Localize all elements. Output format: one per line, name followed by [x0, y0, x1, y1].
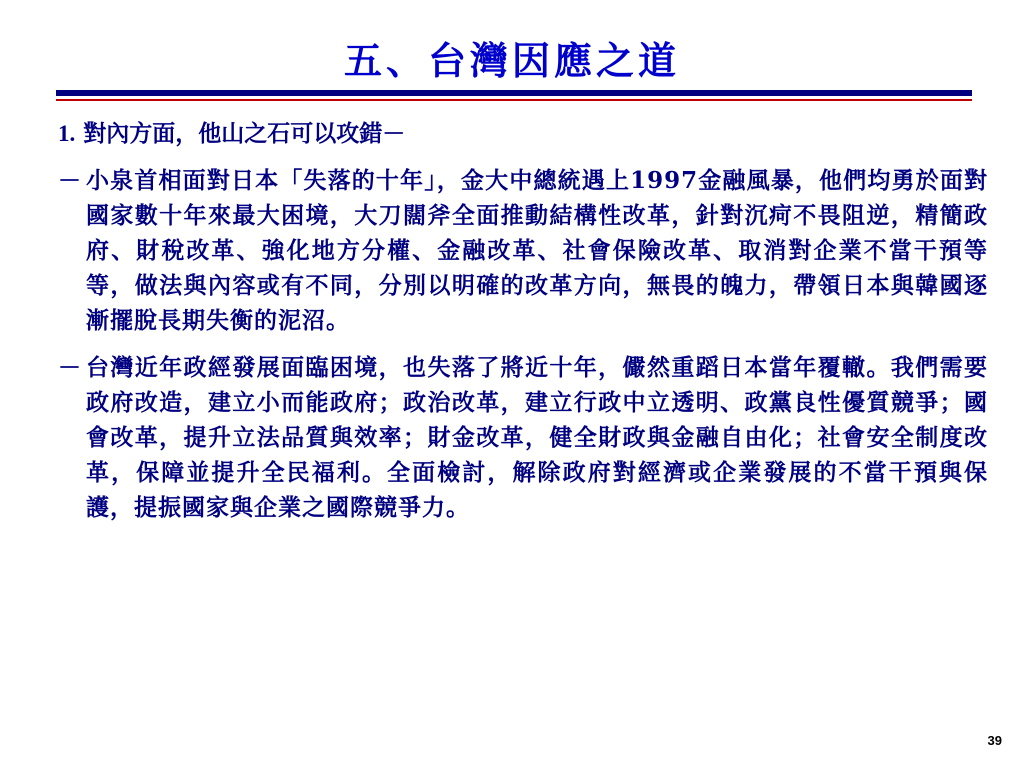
page-number: 39	[987, 733, 1002, 748]
section-number: 1.	[58, 121, 76, 146]
paragraph-text: 小泉首相面對日本「失落的十年」，金大中總統遇上1997金融風暴，他們均勇於面對國家數十年來最大困境，大刀闊斧全面推動結構性改革，針對沉疴不畏阻逆，精簡政府、財稅改革、強化地方分權、金融改革、社會保險改革、取消對企業不當干預等等，做法與內容或有不同，分別以明確的改革方向，無畏的魄力，帶領日本與韓國逐漸擺脫長期失衡的泥沼。	[86, 167, 988, 334]
paragraph-japan-korea	[58, 163, 988, 338]
paragraph-taiwan	[58, 350, 988, 525]
paragraph-text: 台灣近年政經發展面臨困境，也失落了將近十年，儼然重蹈日本當年覆轍。我們需要政府改造，建立小而能政府；政治改革，建立行政中立透明、政黨良性優質競爭；國會改革，提升立法品質與效率；財金改革，健全財政與金融自由化；社會安全制度改革，保障並提升全民福利。全面檢討，解除政府對經濟或企業發展的不當干預與保護，提振國家與企業之國際競爭力。	[86, 354, 988, 521]
slide-title: 五、台灣因應之道	[343, 38, 680, 83]
title-divider-thin	[56, 99, 972, 101]
title-divider-thick	[56, 90, 972, 96]
slide-body	[58, 116, 988, 537]
section-heading-text: 對內方面，他山之石可以攻錯－	[83, 120, 406, 147]
bullet-dash: －	[58, 354, 81, 381]
bullet-dash: －	[58, 167, 81, 194]
section-heading	[58, 116, 988, 151]
